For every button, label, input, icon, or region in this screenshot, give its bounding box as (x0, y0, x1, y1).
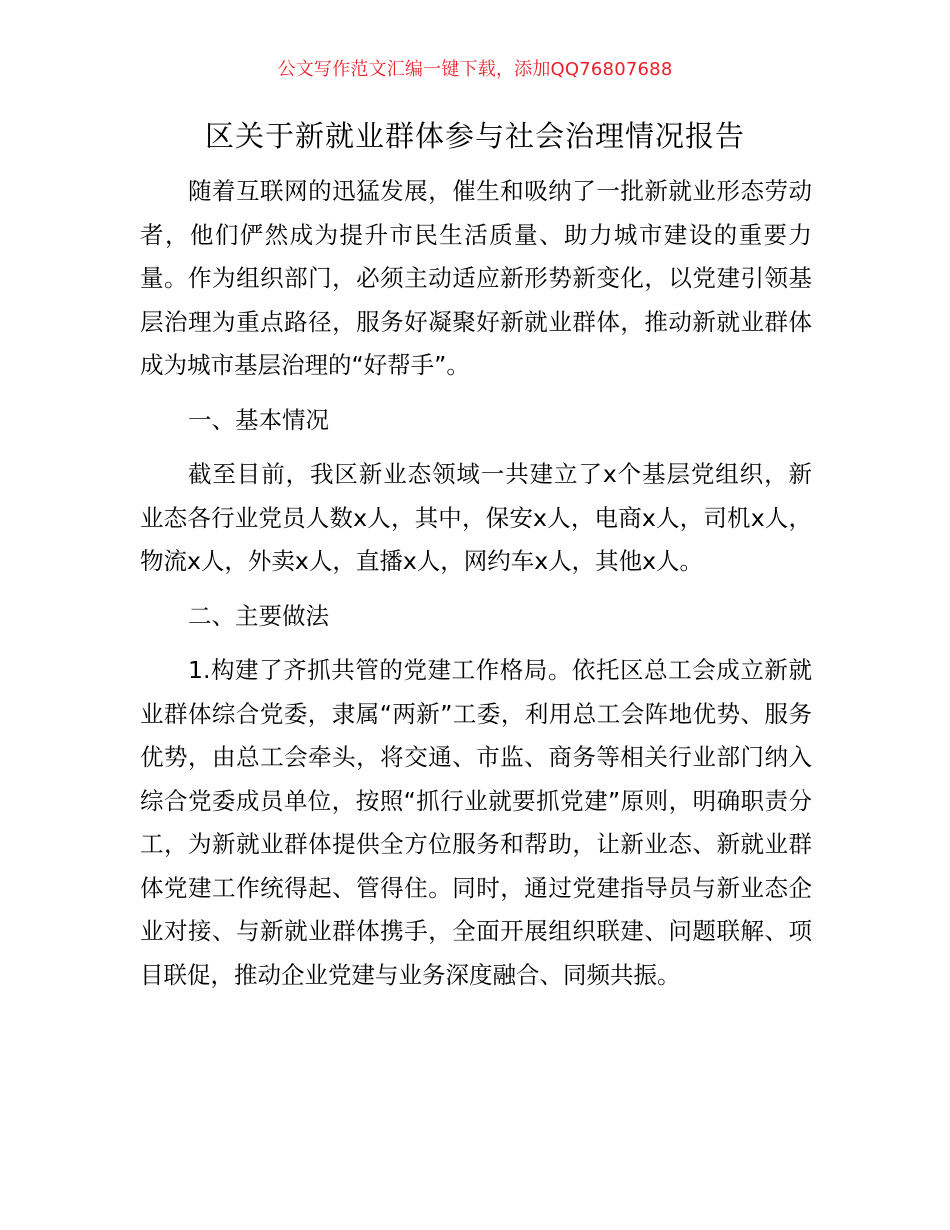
section-heading-main-practices: 二、主要做法 (188, 601, 329, 630)
intro-paragraph: 随着互联网的迅猛发展，催生和吸纳了一批新就业形态劳动者，他们俨然成为提升市民生活质量、助力城市建设的重要力量。作为组织部门，必须主动适应新形势新变化，以党建引领基层治理为重点路径，服务好凝聚好新就业群体，推动新就业群体成为城市基层治理的“好帮手”。 (140, 177, 812, 379)
document-body (140, 170, 812, 1008)
basic-situation-paragraph: 截至目前，我区新业态领域一共建立了x个基层党组织，新业态各行业党员人数x人，其中，保安x人，电商x人，司机x人，物流x人，外卖x人，直播x人，网约车x人，其他x人。 (140, 460, 812, 575)
main-practices-paragraph-1: 1.构建了齐抓共管的党建工作格局。依托区总工会成立新就业群体综合党委，隶属“两新”工委，利用总工会阵地优势、服务优势，由总工会牵头，将交通、市监、商务等相关行业部门纳入综合党委成员单位，按照“抓行业就要抓党建”原则，明确职责分工，为新就业群体提供全方位服务和帮助，让新业态、新就业群体党建工作统得起、管得住。同时，通过党建指导员与新业态企业对接、与新就业群体携手，全面开展组织联建、问题联解、项目联促，推动企业党建与业务深度融合、同频共振。 (140, 656, 812, 989)
section-heading-basic-situation: 一、基本情况 (188, 405, 329, 434)
document-title: 区关于新就业群体参与社会治理情况报告 (204, 119, 745, 153)
download-banner: 公文写作范文汇编一键下载，添加QQ76807688 (277, 59, 673, 80)
